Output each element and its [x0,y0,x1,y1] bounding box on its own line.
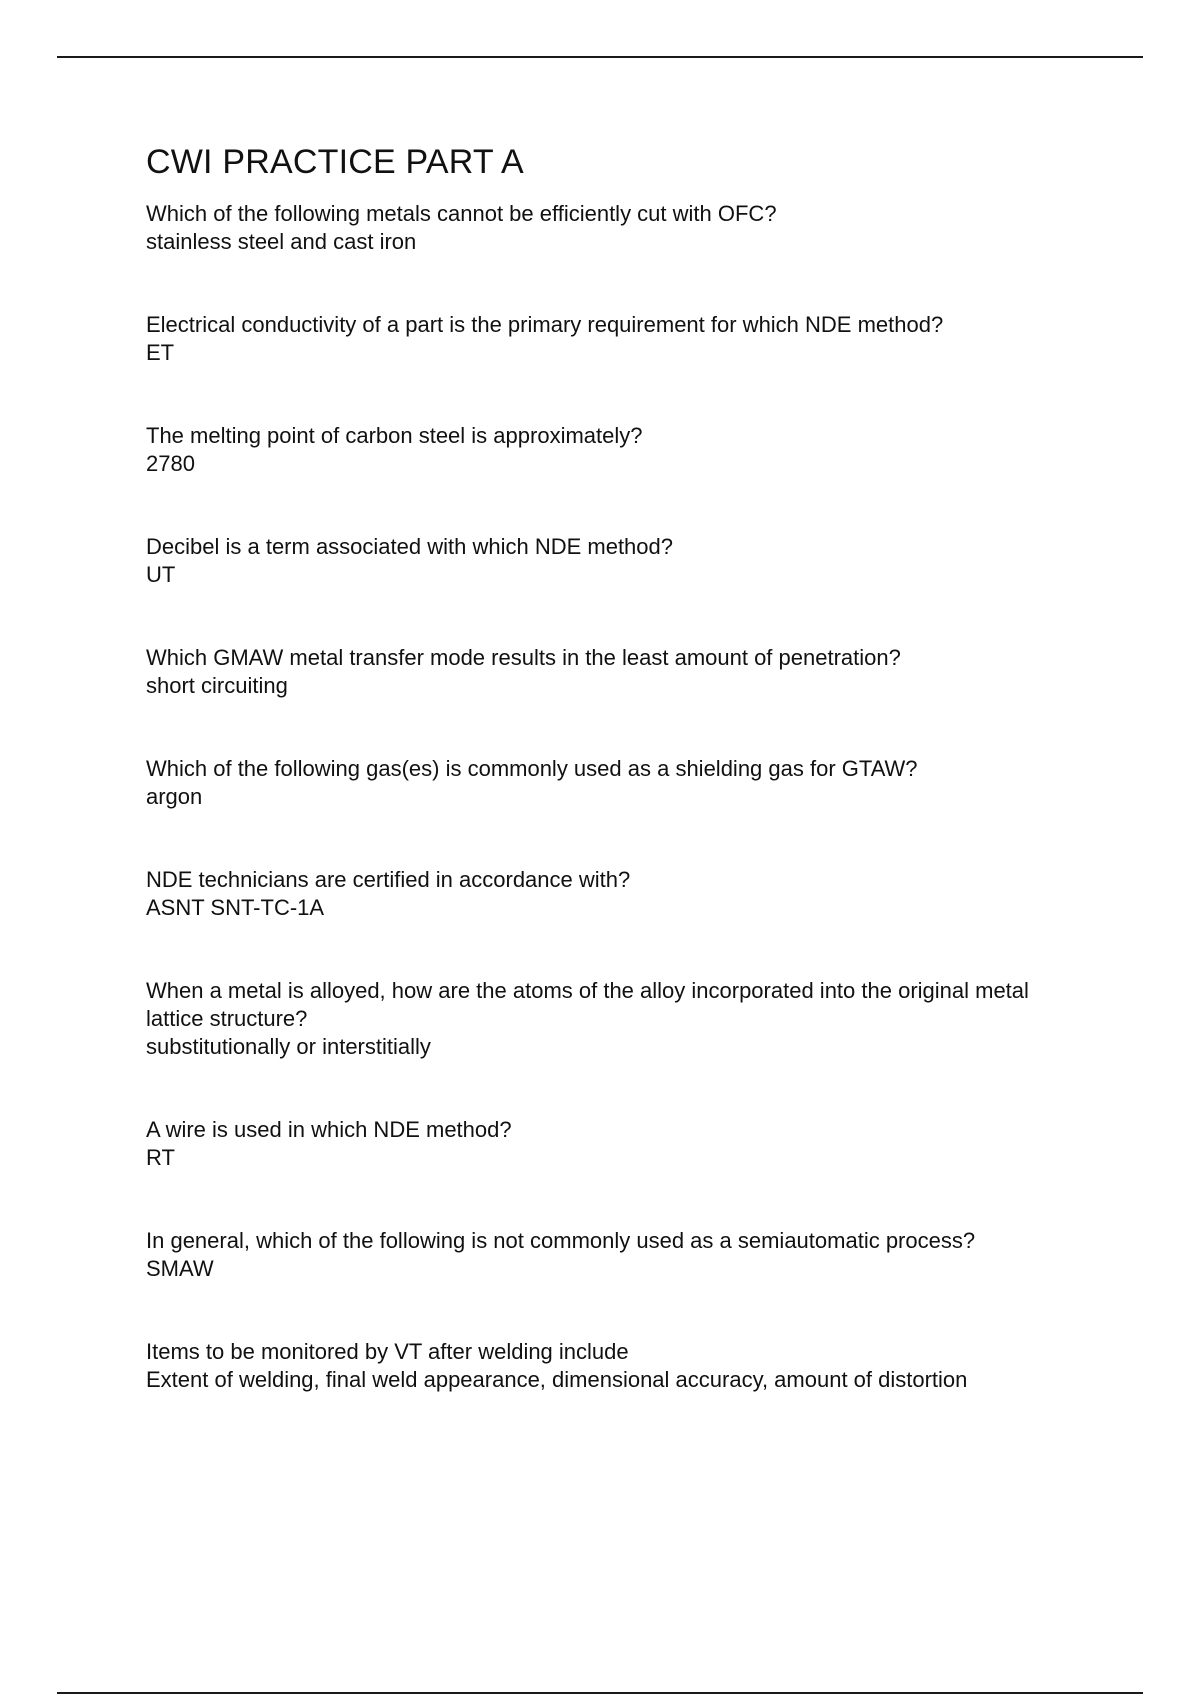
answer-text: Extent of welding, final weld appearance, dimensional accuracy, amount of distortion [146,1367,968,1392]
bottom-rule [57,1692,1143,1694]
page-title: CWI PRACTICE PART A [146,143,524,181]
qa-item [146,422,1086,478]
answer-text: ASNT SNT-TC-1A [146,895,325,920]
question-text: Which GMAW metal transfer mode results in the least amount of penetration? [146,645,901,670]
answer-text: ET [146,340,175,365]
question-text: In general, which of the following is not commonly used as a semiautomatic process? [146,1228,976,1253]
top-rule [57,56,1143,58]
question-text: A wire is used in which NDE method? [146,1117,512,1142]
question-text: Which of the following metals cannot be efficiently cut with OFC? [146,201,777,226]
question-text: The melting point of carbon steel is approximately? [146,423,643,448]
document-body [146,142,1086,1394]
question-text: Which of the following gas(es) is commonly used as a shielding gas for GTAW? [146,756,918,781]
answer-text: stainless steel and cast iron [146,229,417,254]
qa-item [146,1227,1086,1283]
answer-text: SMAW [146,1256,214,1281]
qa-item [146,533,1086,589]
question-text: NDE technicians are certified in accordance with? [146,867,631,892]
answer-text: substitutionally or interstitially [146,1034,431,1059]
answer-text: short circuiting [146,673,288,698]
answer-text: RT [146,1145,175,1170]
qa-item [146,1338,1086,1394]
answer-text: argon [146,784,203,809]
qa-item [146,977,1086,1061]
answer-text: 2780 [146,451,195,476]
question-text: Decibel is a term associated with which NDE method? [146,534,674,559]
qa-item [146,1116,1086,1172]
qa-item [146,755,1086,811]
question-text: Items to be monitored by VT after welding include [146,1339,629,1364]
qa-item [146,866,1086,922]
qa-item [146,644,1086,700]
answer-text: UT [146,562,176,587]
qa-item [146,311,1086,367]
qa-item [146,200,1086,256]
question-text: Electrical conductivity of a part is the primary requirement for which NDE method? [146,312,944,337]
question-text: When a metal is alloyed, how are the atoms of the alloy incorporated into the original metal lattice structure? [146,978,1029,1031]
